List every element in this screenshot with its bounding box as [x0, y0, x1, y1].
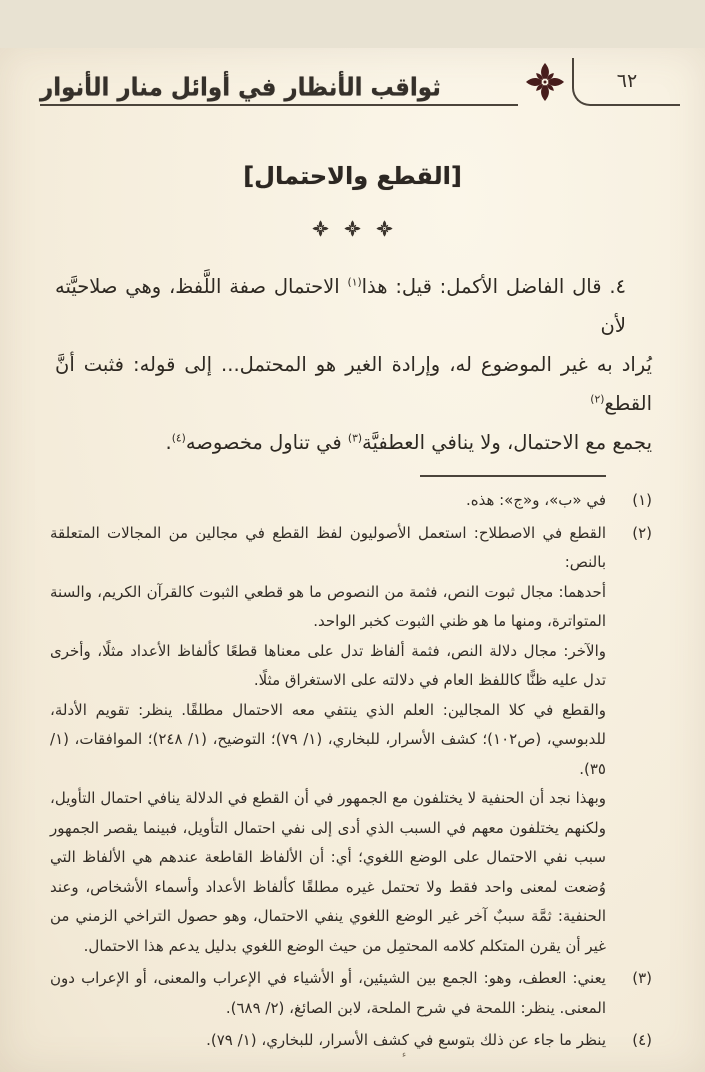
page-number-box: [572, 58, 680, 106]
section-title: [القطع والاحتمال]: [243, 162, 462, 190]
ornament-flower-icon: [525, 62, 565, 102]
page-header: [40, 48, 680, 106]
footnote-paragraph: والآخر: مجال دلالة النص، فثمة ألفاظ تدل على معناها قطعًا كألفاظ الأعداد مثلًا، وأخرى تدل عليه ظنًّا كاللفظ العام في دلالته على الاستغراق مثلًا.: [50, 641, 606, 689]
body-paragraph: [0, 267, 705, 462]
footnote-marker: (٣): [632, 969, 652, 987]
page-number: ٦٢: [616, 70, 638, 92]
footnote-content: [50, 519, 606, 962]
footnote-ref: (٣): [347, 431, 363, 445]
footnote-paragraph: يعني: العطف، وهو: الجمع بين الشيئين، أو الأشياء في الإعراب والمعنى، أو الإعراب دون المعنى. ينظر: اللمحة في شرح الملحة، لابن الصائغ، (٢/ ٦٨٩).: [50, 969, 606, 1017]
body-line: ٤. قال الفاضل الأكمل: قيل: هذا$^{(١)}$ الاحتمال صفة اللَّفظ، وهي صلاحيَّته لأن: [55, 275, 627, 337]
ornament-flower-icon: [376, 220, 393, 237]
footnote-paragraph: ينظر ما جاء عن ذلك بتوسع في كشف الأسرار، للبخاري، (١/ ٧٩).: [206, 1031, 606, 1049]
footnote: [50, 1026, 652, 1056]
footnote: [50, 964, 652, 1023]
footnote-marker: (٢): [632, 523, 652, 542]
footnote-content: [50, 964, 606, 1023]
footnote-paragraph: في «ب»، و«ج»: هذه.: [465, 491, 606, 509]
book-page: [0, 48, 705, 1072]
footnote-marker: (٤): [632, 1031, 652, 1049]
footnotes-section: [0, 486, 705, 1056]
footnote-paragraph: أحدهما: مجال ثبوت النص، فثمة من النصوص ما هو قطعي الثبوت كالقرآن الكريم، والسنة المتواترة، ومنها ما هو ظني الثبوت كخبر الواحد.: [50, 582, 606, 630]
footer-ink-mark: ء: [402, 1050, 407, 1060]
footnote-paragraph: القطع في الاصطلاح: استعمل الأصوليون لفظ القطع في مجالين من المجالات المتعلقة بالنص:: [50, 523, 606, 571]
footnote-ref: (١): [347, 275, 362, 289]
ornament-flower-icon: [312, 220, 329, 237]
footnote-ref: (٢): [590, 392, 605, 406]
footnote-paragraph: وبهذا نجد أن الحنفية لا يختلفون مع الجمهور في أن القطع في الدلالة ينافي احتمال التأويل، ولكنهم يختلفون معهم في السبب الذي أدى إلى نفي احتمال التأويل، فبينما يقصر الجمهور سبب نفي الاحتمال على الوضع اللغوي؛ أي: أن الألفاظ القاطعة عندهم هي الألفاظ التي وُضعت لمعنى واحد فقط ولا تحتمل غيره مطلقًا كألفاظ الأعداد وأسماء الأشخاص، وعند الحنفية: ثمَّة سببٌ آخر غير الوضع اللغوي ينفي الاحتمال، وهو حصول التراخي الزمني من غير أن يقرن المتكلم كلامه المحتمِل من حيث الوضع اللغوي بدليل يدعم هذا الاحتمال.: [50, 789, 606, 955]
footnote-content: [50, 1026, 606, 1056]
footnote-ref: (٤): [171, 431, 186, 445]
footnote: [50, 486, 652, 516]
section-title-block: [0, 162, 705, 237]
book-title-calligraphy: ثواقب الأنظار في أوائل منار الأنوار: [40, 73, 441, 102]
section-ornaments: [0, 220, 705, 237]
ornament-flower-icon: [344, 220, 361, 237]
footnote-paragraph: والقطع في كلا المجالين: العلم الذي ينتفي معه الاحتمال مطلقًا. ينظر: تقويم الأدلة، للدبوسي، (ص١٠٢)؛ كشف الأسرار، للبخاري، (١/ ٧٩)؛ التوضيح، (١/ ٢٤٨)؛ الموافقات، (١/ ٣٥).: [50, 700, 606, 778]
footnote-divider: [420, 475, 606, 477]
body-line: يجمع مع الاحتمال، ولا ينافي العطفيَّة$^{(٣)}$ في تناول مخصوصه$^{(٤)}$.: [165, 431, 652, 454]
footnote-marker: (١): [632, 491, 652, 509]
footnote: [50, 519, 652, 962]
header-rule: [40, 48, 518, 106]
body-line: يُراد به غير الموضوع له، وإرادة الغير هو المحتمل... إلى قوله: فثبت أنَّ القطع$^{(٢)}$: [55, 353, 652, 415]
footnote-content: [50, 486, 606, 516]
